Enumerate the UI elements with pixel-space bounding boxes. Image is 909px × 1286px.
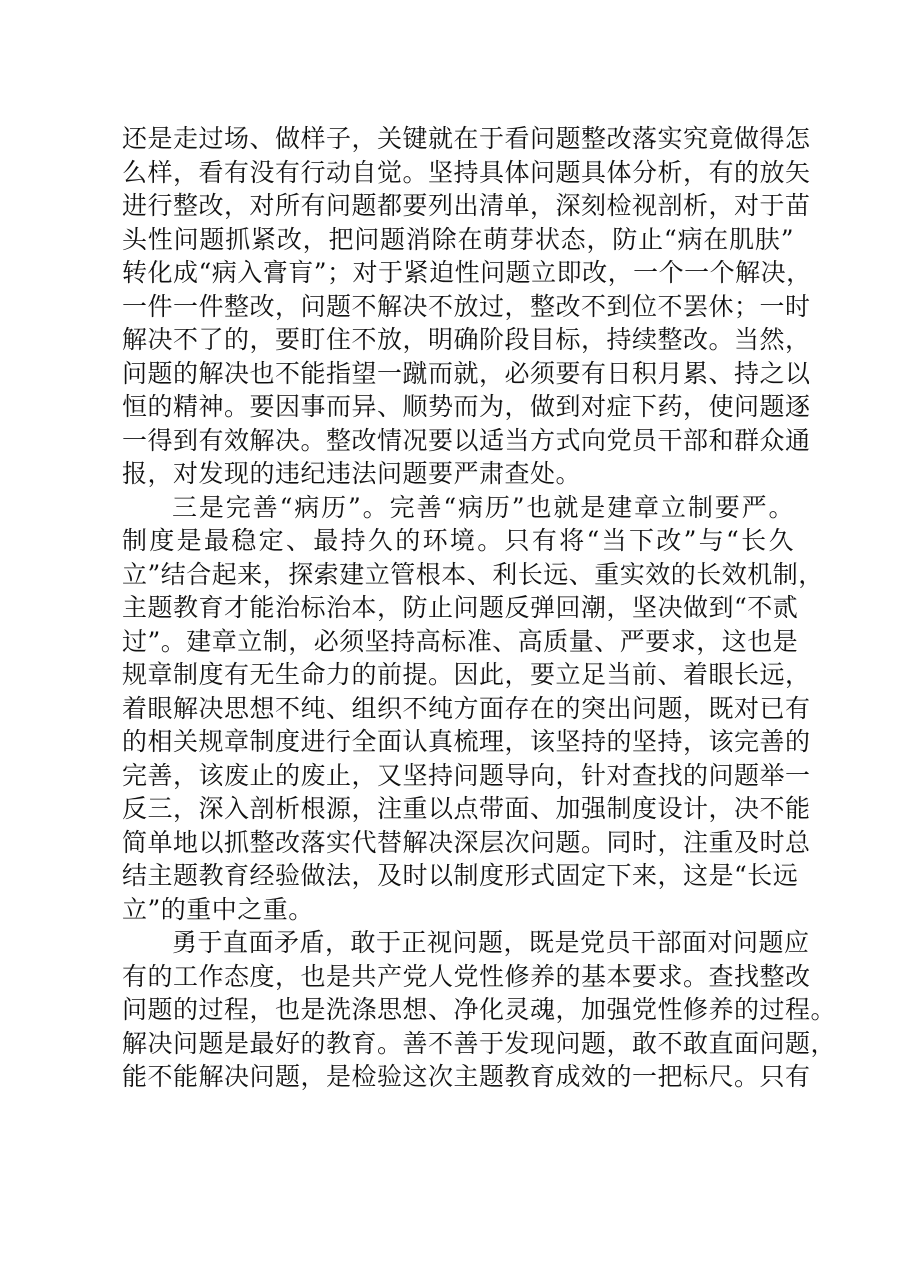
text-line: 还是走过场、做样子，关键就在于看问题整改落实究竟做得怎 xyxy=(122,124,811,153)
text-line: 头性问题抓紧改，把问题消除在萌芽状态，防止“病在肌肤” xyxy=(122,224,794,254)
text-line: 立”的重中之重。 xyxy=(122,894,314,924)
text-line: 立”结合起来，探索建立管根本、利长远、重实效的长效机制， xyxy=(122,559,824,589)
text-line: 问题的解决也不能指望一蹴而就，必须要有日积月累、持之以 xyxy=(122,358,811,388)
text-line: 转化成“病入膏肓”；对于紧迫性问题立即改，一个一个解决， xyxy=(122,258,812,287)
text-line: 规章制度有无生命力的前提。因此，要立足当前、着眼长远， xyxy=(122,660,811,689)
text-line: 恒的精神。要因事而异、顺势而为，做到对症下药，使问题逐 xyxy=(122,392,811,421)
text-line: 解决问题是最好的教育。善不善于发现问题，敢不敢直面问题， xyxy=(122,1028,837,1058)
text-line: 完善，该废止的废止，又坚持问题导向，针对查找的问题举一 xyxy=(122,760,811,790)
text-line: 一得到有效解决。整改情况要以适当方式向党员干部和群众通 xyxy=(122,425,811,455)
body-text xyxy=(122,122,837,1094)
text-line: 主题教育才能治标治本，防止问题反弹回潮，坚决做到“不贰 xyxy=(122,593,799,622)
text-line: 反三，深入剖析根源，注重以点带面、加强制度设计，决不能 xyxy=(122,794,811,823)
text-line: 的相关规章制度进行全面认真梳理，该坚持的坚持，该完善的 xyxy=(122,727,811,756)
text-line: 结主题教育经验做法，及时以制度形式固定下来，这是“长远 xyxy=(122,861,799,890)
text-line: 着眼解决思想不纯、组织不纯方面存在的突出问题，既对已有 xyxy=(122,693,811,723)
text-line: 进行整改，对所有问题都要列出清单，深刻检视剖析，对于苗 xyxy=(122,191,811,220)
text-line: 报，对发现的违纪违法问题要严肃查处。 xyxy=(122,459,582,488)
paragraph-start-line: 三是完善“病历”。完善“病历”也就是建章立制要严。 xyxy=(172,492,794,522)
text-line: 解决不了的，要盯住不放，明确阶段目标，持续整改。当然， xyxy=(122,325,811,354)
text-line: 么样，看有没有行动自觉。坚持具体问题具体分析，有的放矢 xyxy=(122,157,811,187)
text-line: 过”。建章立制，必须坚持高标准、高质量、严要求，这也是 xyxy=(122,626,799,656)
text-line: 能不能解决问题，是检验这次主题教育成效的一把标尺。只有 xyxy=(122,1062,811,1091)
text-line: 一件一件整改，问题不解决不放过，整改不到位不罢休；一时 xyxy=(122,291,811,321)
text-line: 简单地以抓整改落实代替解决深层次问题。同时，注重及时总 xyxy=(122,827,811,857)
text-line: 有的工作态度，也是共产党人党性修养的基本要求。查找整改 xyxy=(122,961,811,991)
paragraph-start-line: 勇于直面矛盾，敢于正视问题，既是党员干部面对问题应 xyxy=(172,928,810,957)
text-line: 制度是最稳定、最持久的环境。只有将“当下改”与“长久 xyxy=(122,526,794,555)
text-line: 问题的过程，也是洗涤思想、净化灵魂，加强党性修养的过程。 xyxy=(122,995,837,1024)
